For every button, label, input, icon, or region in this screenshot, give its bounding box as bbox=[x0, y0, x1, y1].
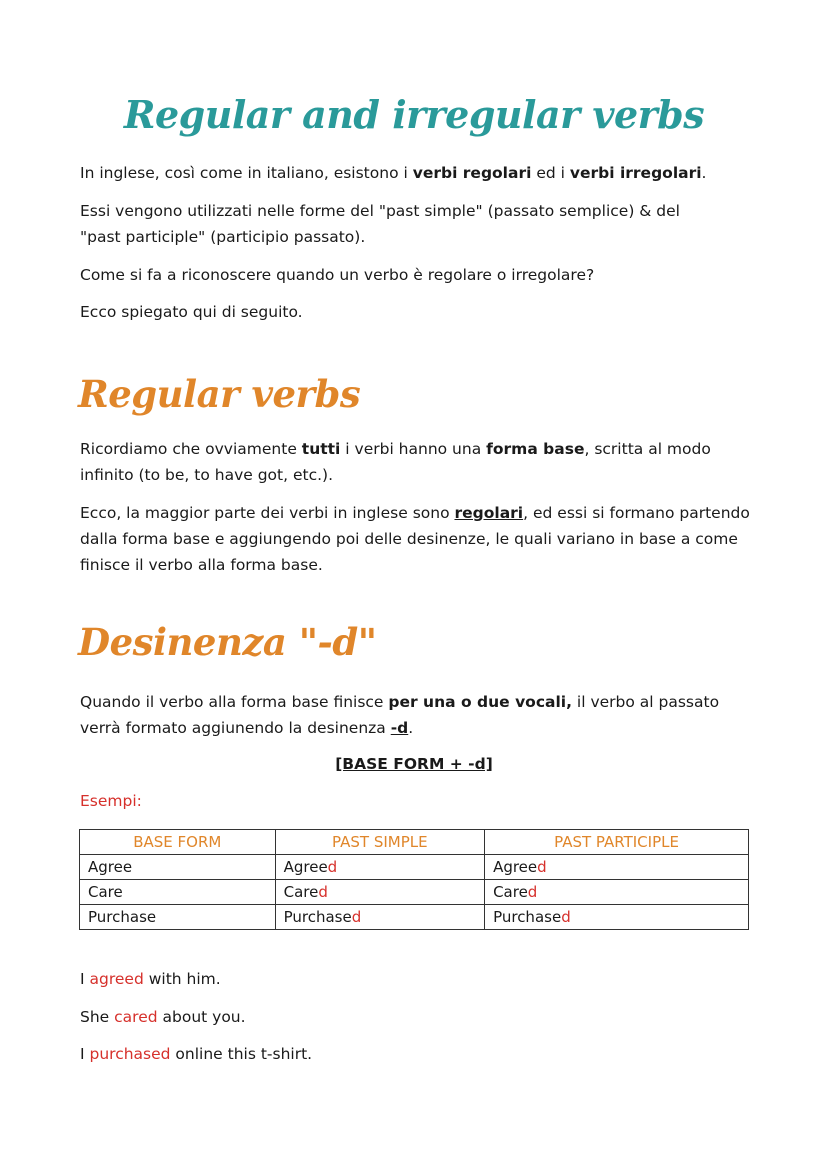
examples-label: Esempi: bbox=[80, 792, 142, 810]
regular-paragraph-2: Ecco, la maggior parte dei verbi in inglese sono regolari, ed essi si formano partendo dalla forma base e aggiungendo poi delle desinenze, le quali variano in base a come finisce il verbo alla forma base. bbox=[80, 504, 750, 574]
table-header-row bbox=[80, 830, 749, 855]
past-participle-cell: Agreed bbox=[485, 855, 749, 880]
base-form-cell: Purchase bbox=[80, 905, 276, 930]
column-header: PAST SIMPLE bbox=[275, 830, 484, 855]
table-row bbox=[80, 905, 749, 930]
formula: [BASE FORM + -d] bbox=[335, 755, 493, 773]
example-sentence: I purchased online this t-shirt. bbox=[80, 1045, 313, 1063]
example-sentence: I agreed with him. bbox=[80, 970, 221, 988]
example-sentence: She cared about you. bbox=[80, 1008, 246, 1026]
intro-paragraph-2: Essi vengono utilizzati nelle forme del "past simple" (passato semplice) & del "past participle" (participio passato). bbox=[80, 202, 680, 246]
table-row bbox=[80, 880, 749, 905]
base-form-cell: Care bbox=[80, 880, 276, 905]
past-simple-cell: Agreed bbox=[275, 855, 484, 880]
intro-paragraph-3: Come si fa a riconoscere quando un verbo è regolare o irregolare? bbox=[80, 266, 595, 284]
past-participle-cell: Purchased bbox=[485, 905, 749, 930]
intro-paragraph-1: In inglese, così come in italiano, esistono i verbi regolari ed i verbi irregolari. bbox=[80, 164, 707, 182]
base-form-cell: Agree bbox=[80, 855, 276, 880]
page-title: Regular and irregular verbs bbox=[123, 92, 705, 137]
desinenza-paragraph: Quando il verbo alla forma base finisce per una o due vocali, il verbo al passato verrà formato aggiunendo la desinenza -d. bbox=[80, 693, 720, 737]
column-header: PAST PARTICIPLE bbox=[485, 830, 749, 855]
regular-paragraph-1: Ricordiamo che ovviamente tutti i verbi hanno una forma base, scritta al modo infinito (to be, to have got, etc.). bbox=[80, 440, 711, 484]
heading-regular-verbs: Regular verbs bbox=[78, 372, 361, 416]
heading-desinenza-d: Desinenza "-d" bbox=[78, 620, 377, 664]
past-simple-cell: Purchased bbox=[275, 905, 484, 930]
intro-paragraph-4: Ecco spiegato qui di seguito. bbox=[80, 303, 303, 321]
past-participle-cell: Cared bbox=[485, 880, 749, 905]
past-simple-cell: Cared bbox=[275, 880, 484, 905]
column-header: BASE FORM bbox=[80, 830, 276, 855]
table-row bbox=[80, 855, 749, 880]
verb-table bbox=[79, 829, 749, 930]
